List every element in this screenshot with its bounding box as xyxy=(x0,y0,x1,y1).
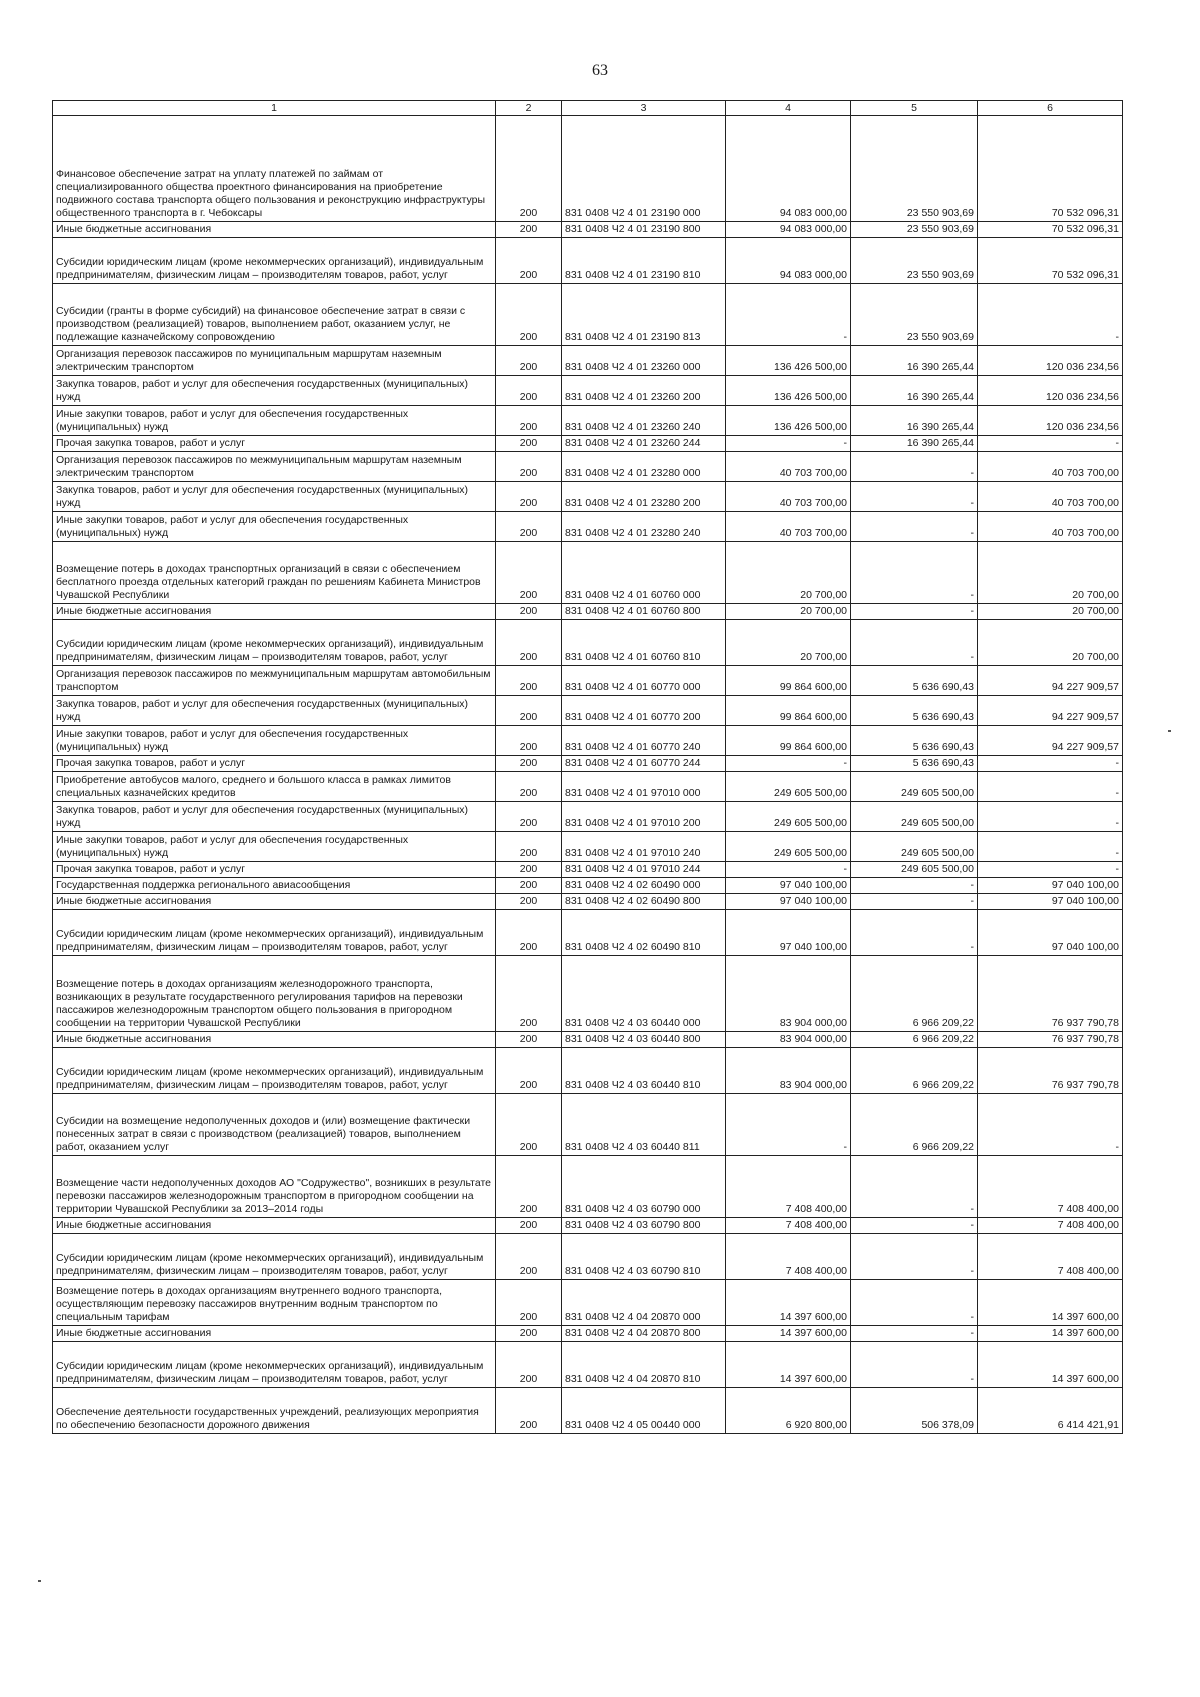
row-value-5: - xyxy=(851,1156,978,1218)
table-row xyxy=(53,878,1123,894)
row-value-5: 6 966 209,22 xyxy=(851,1094,978,1156)
row-value-4: 136 426 500,00 xyxy=(726,376,851,406)
row-name: Субсидии юридическим лицам (кроме некоммерческих организаций), индивидуальным предпринимателям, физическим лицам – производителям товаров, работ, услуг xyxy=(53,910,496,956)
row-version: 200 xyxy=(496,376,562,406)
row-code: 831 0408 Ч2 4 01 23190 000 xyxy=(562,116,726,222)
row-value-4: 20 700,00 xyxy=(726,620,851,666)
row-code: 831 0408 Ч2 4 01 60770 240 xyxy=(562,726,726,756)
table-row xyxy=(53,482,1123,512)
row-name: Организация перевозок пассажиров по межмуниципальным маршрутам автомобильным транспортом xyxy=(53,666,496,696)
row-value-6: - xyxy=(978,832,1123,862)
row-code: 831 0408 Ч2 4 01 97010 200 xyxy=(562,802,726,832)
row-value-4: 99 864 600,00 xyxy=(726,696,851,726)
row-value-5: - xyxy=(851,878,978,894)
row-name: Иные закупки товаров, работ и услуг для обеспечения государственных (муниципальных) нужд xyxy=(53,726,496,756)
row-version: 200 xyxy=(496,1388,562,1434)
row-version: 200 xyxy=(496,542,562,604)
row-value-6: 6 414 421,91 xyxy=(978,1388,1123,1434)
row-code: 831 0408 Ч2 4 03 60790 000 xyxy=(562,1156,726,1218)
table-row xyxy=(53,1094,1123,1156)
row-version: 200 xyxy=(496,1032,562,1048)
row-code: 831 0408 Ч2 4 04 20870 000 xyxy=(562,1280,726,1326)
table-row xyxy=(53,620,1123,666)
row-name: Иные закупки товаров, работ и услуг для обеспечения государственных (муниципальных) нужд xyxy=(53,512,496,542)
row-code: 831 0408 Ч2 4 02 60490 800 xyxy=(562,894,726,910)
row-value-5: 6 966 209,22 xyxy=(851,1032,978,1048)
row-value-4: - xyxy=(726,756,851,772)
table-row xyxy=(53,346,1123,376)
row-value-5: 16 390 265,44 xyxy=(851,406,978,436)
row-value-6: 97 040 100,00 xyxy=(978,910,1123,956)
row-name: Субсидии юридическим лицам (кроме некоммерческих организаций), индивидуальным предпринимателям, физическим лицам – производителям товаров, работ, услуг xyxy=(53,620,496,666)
row-value-5: 249 605 500,00 xyxy=(851,802,978,832)
row-version: 200 xyxy=(496,452,562,482)
row-value-6: 40 703 700,00 xyxy=(978,512,1123,542)
row-value-6: 94 227 909,57 xyxy=(978,726,1123,756)
row-version: 200 xyxy=(496,832,562,862)
row-value-5: - xyxy=(851,1280,978,1326)
column-header: 2 xyxy=(496,101,562,116)
table-row xyxy=(53,862,1123,878)
row-version: 200 xyxy=(496,1326,562,1342)
row-name: Приобретение автобусов малого, среднего и большого класса в рамках лимитов специальных казначейских кредитов xyxy=(53,772,496,802)
row-name: Иные бюджетные ассигнования xyxy=(53,894,496,910)
row-value-5: 23 550 903,69 xyxy=(851,284,978,346)
row-name: Субсидии юридическим лицам (кроме некоммерческих организаций), индивидуальным предпринимателям, физическим лицам – производителям товаров, работ, услуг xyxy=(53,1048,496,1094)
row-value-4: 20 700,00 xyxy=(726,604,851,620)
row-value-6: 40 703 700,00 xyxy=(978,482,1123,512)
row-name: Иные бюджетные ассигнования xyxy=(53,1326,496,1342)
row-version: 200 xyxy=(496,894,562,910)
row-name: Прочая закупка товаров, работ и услуг xyxy=(53,436,496,452)
row-version: 200 xyxy=(496,620,562,666)
row-value-5: 23 550 903,69 xyxy=(851,222,978,238)
row-value-5: 5 636 690,43 xyxy=(851,726,978,756)
row-value-5: - xyxy=(851,542,978,604)
row-name: Закупка товаров, работ и услуг для обеспечения государственных (муниципальных) нужд xyxy=(53,482,496,512)
row-name: Закупка товаров, работ и услуг для обеспечения государственных (муниципальных) нужд xyxy=(53,802,496,832)
row-value-6: 14 397 600,00 xyxy=(978,1342,1123,1388)
row-value-6: 7 408 400,00 xyxy=(978,1156,1123,1218)
row-version: 200 xyxy=(496,1280,562,1326)
row-name: Иные закупки товаров, работ и услуг для обеспечения государственных (муниципальных) нужд xyxy=(53,406,496,436)
row-value-6: 40 703 700,00 xyxy=(978,452,1123,482)
row-value-6: 76 937 790,78 xyxy=(978,1032,1123,1048)
table-row xyxy=(53,406,1123,436)
row-name: Возмещение потерь в доходах транспортных организаций в связи с обеспечением бесплатного проезда отдельных категорий граждан по решениям Кабинета Министров Чувашской Республики xyxy=(53,542,496,604)
row-code: 831 0408 Ч2 4 03 60790 800 xyxy=(562,1218,726,1234)
row-value-5: 249 605 500,00 xyxy=(851,832,978,862)
row-version: 200 xyxy=(496,666,562,696)
row-code: 831 0408 Ч2 4 02 60490 000 xyxy=(562,878,726,894)
row-value-4: 7 408 400,00 xyxy=(726,1156,851,1218)
table-row xyxy=(53,1234,1123,1280)
row-code: 831 0408 Ч2 4 04 20870 800 xyxy=(562,1326,726,1342)
table-row xyxy=(53,894,1123,910)
row-value-4: 7 408 400,00 xyxy=(726,1234,851,1280)
table-row xyxy=(53,376,1123,406)
row-value-6: 120 036 234,56 xyxy=(978,346,1123,376)
column-header: 3 xyxy=(562,101,726,116)
row-value-5: - xyxy=(851,512,978,542)
row-value-5: 6 966 209,22 xyxy=(851,1048,978,1094)
row-version: 200 xyxy=(496,512,562,542)
column-header: 1 xyxy=(53,101,496,116)
row-value-5: - xyxy=(851,1326,978,1342)
row-value-6: 94 227 909,57 xyxy=(978,696,1123,726)
row-version: 200 xyxy=(496,222,562,238)
row-value-6: 20 700,00 xyxy=(978,604,1123,620)
row-value-5: 5 636 690,43 xyxy=(851,696,978,726)
row-value-4: 14 397 600,00 xyxy=(726,1342,851,1388)
row-value-5: 249 605 500,00 xyxy=(851,772,978,802)
row-name: Иные бюджетные ассигнования xyxy=(53,222,496,238)
budget-table xyxy=(52,100,1123,1434)
row-code: 831 0408 Ч2 4 01 97010 244 xyxy=(562,862,726,878)
table-row xyxy=(53,222,1123,238)
row-version: 200 xyxy=(496,1234,562,1280)
row-value-5: 23 550 903,69 xyxy=(851,116,978,222)
row-value-6: 20 700,00 xyxy=(978,620,1123,666)
row-version: 200 xyxy=(496,772,562,802)
table-row xyxy=(53,696,1123,726)
row-code: 831 0408 Ч2 4 01 23260 200 xyxy=(562,376,726,406)
row-code: 831 0408 Ч2 4 01 60770 244 xyxy=(562,756,726,772)
row-name: Иные бюджетные ассигнования xyxy=(53,1218,496,1234)
row-value-5: 249 605 500,00 xyxy=(851,862,978,878)
row-name: Субсидии (гранты в форме субсидий) на финансовое обеспечение затрат в связи с производством (реализацией) товаров, выполнением работ, оказанием услуг, не подлежащие казначейскому сопровождению xyxy=(53,284,496,346)
row-name: Субсидии юридическим лицам (кроме некоммерческих организаций), индивидуальным предпринимателям, физическим лицам – производителям товаров, работ, услуг xyxy=(53,238,496,284)
row-value-4: - xyxy=(726,862,851,878)
row-version: 200 xyxy=(496,1048,562,1094)
row-value-4: 83 904 000,00 xyxy=(726,1048,851,1094)
row-value-4: 94 083 000,00 xyxy=(726,116,851,222)
table-row xyxy=(53,1218,1123,1234)
row-code: 831 0408 Ч2 4 04 20870 810 xyxy=(562,1342,726,1388)
row-code: 831 0408 Ч2 4 02 60490 810 xyxy=(562,910,726,956)
row-value-5: - xyxy=(851,1342,978,1388)
row-code: 831 0408 Ч2 4 01 23260 244 xyxy=(562,436,726,452)
row-value-6: 7 408 400,00 xyxy=(978,1234,1123,1280)
row-code: 831 0408 Ч2 4 01 60760 000 xyxy=(562,542,726,604)
row-value-4: 14 397 600,00 xyxy=(726,1280,851,1326)
column-header: 6 xyxy=(978,101,1123,116)
row-value-5: 16 390 265,44 xyxy=(851,436,978,452)
row-name: Закупка товаров, работ и услуг для обеспечения государственных (муниципальных) нужд xyxy=(53,696,496,726)
row-version: 200 xyxy=(496,726,562,756)
row-name: Организация перевозок пассажиров по муниципальным маршрутам наземным электрическим транспортом xyxy=(53,346,496,376)
row-value-5: - xyxy=(851,910,978,956)
row-code: 831 0408 Ч2 4 01 23190 800 xyxy=(562,222,726,238)
table-row xyxy=(53,116,1123,222)
row-name: Иные закупки товаров, работ и услуг для обеспечения государственных (муниципальных) нужд xyxy=(53,832,496,862)
row-version: 200 xyxy=(496,878,562,894)
row-value-5: - xyxy=(851,452,978,482)
row-code: 831 0408 Ч2 4 01 23190 813 xyxy=(562,284,726,346)
scan-speck xyxy=(1168,730,1171,732)
row-name: Возмещение потерь в доходах организациям железнодорожного транспорта, возникающих в результате государственного регулирования тарифов на перевозки пассажиров железнодорожным транспортом общего пользования в пригородном сообщении на территории Чувашской Республики xyxy=(53,956,496,1032)
row-value-5: 23 550 903,69 xyxy=(851,238,978,284)
table-row xyxy=(53,910,1123,956)
table-row xyxy=(53,832,1123,862)
row-version: 200 xyxy=(496,756,562,772)
row-name: Финансовое обеспечение затрат на уплату платежей по займам от специализированного общества проектного финансирования на приобретение подвижного состава транспорта общего пользования и реконструкцию инфраструктуры общественного транспорта в г. Чебоксары xyxy=(53,116,496,222)
row-value-4: 40 703 700,00 xyxy=(726,452,851,482)
row-name: Субсидии на возмещение недополученных доходов и (или) возмещение фактически понесенных затрат в связи с производством (реализацией) товаров, выполнением работ, оказанием услуг xyxy=(53,1094,496,1156)
row-code: 831 0408 Ч2 4 03 60440 810 xyxy=(562,1048,726,1094)
row-value-5: - xyxy=(851,1234,978,1280)
row-code: 831 0408 Ч2 4 01 23190 810 xyxy=(562,238,726,284)
column-header: 5 xyxy=(851,101,978,116)
row-code: 831 0408 Ч2 4 01 23280 200 xyxy=(562,482,726,512)
row-value-6: - xyxy=(978,436,1123,452)
table-row xyxy=(53,1048,1123,1094)
row-value-4: - xyxy=(726,284,851,346)
row-value-5: - xyxy=(851,894,978,910)
row-value-4: 40 703 700,00 xyxy=(726,512,851,542)
row-value-4: 99 864 600,00 xyxy=(726,726,851,756)
row-value-6: 70 532 096,31 xyxy=(978,116,1123,222)
row-value-6: 97 040 100,00 xyxy=(978,878,1123,894)
row-value-5: - xyxy=(851,620,978,666)
row-value-5: 506 378,09 xyxy=(851,1388,978,1434)
row-value-4: 136 426 500,00 xyxy=(726,406,851,436)
table-row xyxy=(53,284,1123,346)
row-code: 831 0408 Ч2 4 03 60440 811 xyxy=(562,1094,726,1156)
row-value-5: - xyxy=(851,1218,978,1234)
table-row xyxy=(53,666,1123,696)
row-value-6: 76 937 790,78 xyxy=(978,1048,1123,1094)
row-value-4: 94 083 000,00 xyxy=(726,222,851,238)
table-row xyxy=(53,1280,1123,1326)
row-value-6: - xyxy=(978,862,1123,878)
row-value-4: 99 864 600,00 xyxy=(726,666,851,696)
row-code: 831 0408 Ч2 4 01 97010 240 xyxy=(562,832,726,862)
row-code: 831 0408 Ч2 4 01 23260 000 xyxy=(562,346,726,376)
row-value-6: 20 700,00 xyxy=(978,542,1123,604)
row-value-5: 16 390 265,44 xyxy=(851,346,978,376)
row-version: 200 xyxy=(496,346,562,376)
row-value-6: - xyxy=(978,756,1123,772)
row-version: 200 xyxy=(496,1342,562,1388)
row-value-4: - xyxy=(726,1094,851,1156)
row-value-4: 6 920 800,00 xyxy=(726,1388,851,1434)
row-code: 831 0408 Ч2 4 01 23280 000 xyxy=(562,452,726,482)
row-version: 200 xyxy=(496,406,562,436)
row-value-4: 97 040 100,00 xyxy=(726,878,851,894)
row-code: 831 0408 Ч2 4 01 60760 800 xyxy=(562,604,726,620)
table-row xyxy=(53,802,1123,832)
row-version: 200 xyxy=(496,862,562,878)
row-name: Закупка товаров, работ и услуг для обеспечения государственных (муниципальных) нужд xyxy=(53,376,496,406)
row-version: 200 xyxy=(496,284,562,346)
row-value-4: 249 605 500,00 xyxy=(726,772,851,802)
table-body xyxy=(53,116,1123,1434)
row-version: 200 xyxy=(496,116,562,222)
row-value-5: 6 966 209,22 xyxy=(851,956,978,1032)
page-number: 63 xyxy=(592,62,608,79)
row-version: 200 xyxy=(496,482,562,512)
row-name: Иные бюджетные ассигнования xyxy=(53,604,496,620)
row-version: 200 xyxy=(496,604,562,620)
row-value-4: 94 083 000,00 xyxy=(726,238,851,284)
row-name: Возмещение потерь в доходах организациям внутреннего водного транспорта, осуществляющим перевозку пассажиров внутренним водным транспортом по специальным тарифам xyxy=(53,1280,496,1326)
scan-speck xyxy=(38,1580,41,1582)
row-value-4: 40 703 700,00 xyxy=(726,482,851,512)
column-header: 4 xyxy=(726,101,851,116)
row-value-6: - xyxy=(978,802,1123,832)
table-row xyxy=(53,436,1123,452)
row-version: 200 xyxy=(496,802,562,832)
row-value-6: 7 408 400,00 xyxy=(978,1218,1123,1234)
table-row xyxy=(53,1156,1123,1218)
table-row xyxy=(53,604,1123,620)
row-value-4: - xyxy=(726,436,851,452)
table-row xyxy=(53,238,1123,284)
table-row xyxy=(53,512,1123,542)
row-name: Иные бюджетные ассигнования xyxy=(53,1032,496,1048)
row-value-5: 5 636 690,43 xyxy=(851,666,978,696)
row-code: 831 0408 Ч2 4 01 60770 000 xyxy=(562,666,726,696)
row-value-6: 14 397 600,00 xyxy=(978,1280,1123,1326)
row-version: 200 xyxy=(496,696,562,726)
row-value-6: 94 227 909,57 xyxy=(978,666,1123,696)
row-version: 200 xyxy=(496,238,562,284)
row-version: 200 xyxy=(496,910,562,956)
table-row xyxy=(53,726,1123,756)
table-row xyxy=(53,772,1123,802)
row-value-6: - xyxy=(978,772,1123,802)
row-name: Субсидии юридическим лицам (кроме некоммерческих организаций), индивидуальным предпринимателям, физическим лицам – производителям товаров, работ, услуг xyxy=(53,1342,496,1388)
row-version: 200 xyxy=(496,1156,562,1218)
row-value-6: 70 532 096,31 xyxy=(978,238,1123,284)
row-name: Возмещение части недополученных доходов АО "Содружество", возникших в результате перевозки пассажиров железнодорожным транспортом в пригородном сообщении на территории Чувашской Республики за 2013–2014 годы xyxy=(53,1156,496,1218)
row-value-6: 76 937 790,78 xyxy=(978,956,1123,1032)
row-code: 831 0408 Ч2 4 01 97010 000 xyxy=(562,772,726,802)
row-value-6: - xyxy=(978,284,1123,346)
row-code: 831 0408 Ч2 4 01 23260 240 xyxy=(562,406,726,436)
row-value-4: 136 426 500,00 xyxy=(726,346,851,376)
row-version: 200 xyxy=(496,1094,562,1156)
row-code: 831 0408 Ч2 4 03 60790 810 xyxy=(562,1234,726,1280)
table-row xyxy=(53,542,1123,604)
row-code: 831 0408 Ч2 4 03 60440 000 xyxy=(562,956,726,1032)
row-value-4: 7 408 400,00 xyxy=(726,1218,851,1234)
row-value-6: 14 397 600,00 xyxy=(978,1326,1123,1342)
header-row xyxy=(53,101,1123,116)
row-value-6: 120 036 234,56 xyxy=(978,376,1123,406)
row-version: 200 xyxy=(496,956,562,1032)
table-row xyxy=(53,1032,1123,1048)
row-value-5: - xyxy=(851,482,978,512)
row-code: 831 0408 Ч2 4 01 60770 200 xyxy=(562,696,726,726)
row-name: Прочая закупка товаров, работ и услуг xyxy=(53,756,496,772)
row-code: 831 0408 Ч2 4 01 23280 240 xyxy=(562,512,726,542)
row-name: Прочая закупка товаров, работ и услуг xyxy=(53,862,496,878)
row-value-6: - xyxy=(978,1094,1123,1156)
row-value-4: 97 040 100,00 xyxy=(726,894,851,910)
row-value-5: 5 636 690,43 xyxy=(851,756,978,772)
row-value-4: 249 605 500,00 xyxy=(726,802,851,832)
row-code: 831 0408 Ч2 4 05 00440 000 xyxy=(562,1388,726,1434)
table-row xyxy=(53,956,1123,1032)
table-row xyxy=(53,756,1123,772)
row-value-4: 83 904 000,00 xyxy=(726,1032,851,1048)
row-name: Государственная поддержка регионального авиасообщения xyxy=(53,878,496,894)
row-value-5: - xyxy=(851,604,978,620)
row-value-4: 97 040 100,00 xyxy=(726,910,851,956)
row-value-4: 249 605 500,00 xyxy=(726,832,851,862)
row-value-4: 14 397 600,00 xyxy=(726,1326,851,1342)
table-row xyxy=(53,1388,1123,1434)
row-value-5: 16 390 265,44 xyxy=(851,376,978,406)
row-value-6: 97 040 100,00 xyxy=(978,894,1123,910)
row-name: Субсидии юридическим лицам (кроме некоммерческих организаций), индивидуальным предпринимателям, физическим лицам – производителям товаров, работ, услуг xyxy=(53,1234,496,1280)
row-version: 200 xyxy=(496,1218,562,1234)
table-row xyxy=(53,452,1123,482)
row-code: 831 0408 Ч2 4 03 60440 800 xyxy=(562,1032,726,1048)
row-value-4: 83 904 000,00 xyxy=(726,956,851,1032)
row-name: Организация перевозок пассажиров по межмуниципальным маршрутам наземным электрическим транспортом xyxy=(53,452,496,482)
row-version: 200 xyxy=(496,436,562,452)
row-value-6: 70 532 096,31 xyxy=(978,222,1123,238)
row-name: Обеспечение деятельности государственных учреждений, реализующих мероприятия по обеспечению безопасности дорожного движения xyxy=(53,1388,496,1434)
table-row xyxy=(53,1342,1123,1388)
row-value-4: 20 700,00 xyxy=(726,542,851,604)
row-value-6: 120 036 234,56 xyxy=(978,406,1123,436)
table-row xyxy=(53,1326,1123,1342)
row-code: 831 0408 Ч2 4 01 60760 810 xyxy=(562,620,726,666)
